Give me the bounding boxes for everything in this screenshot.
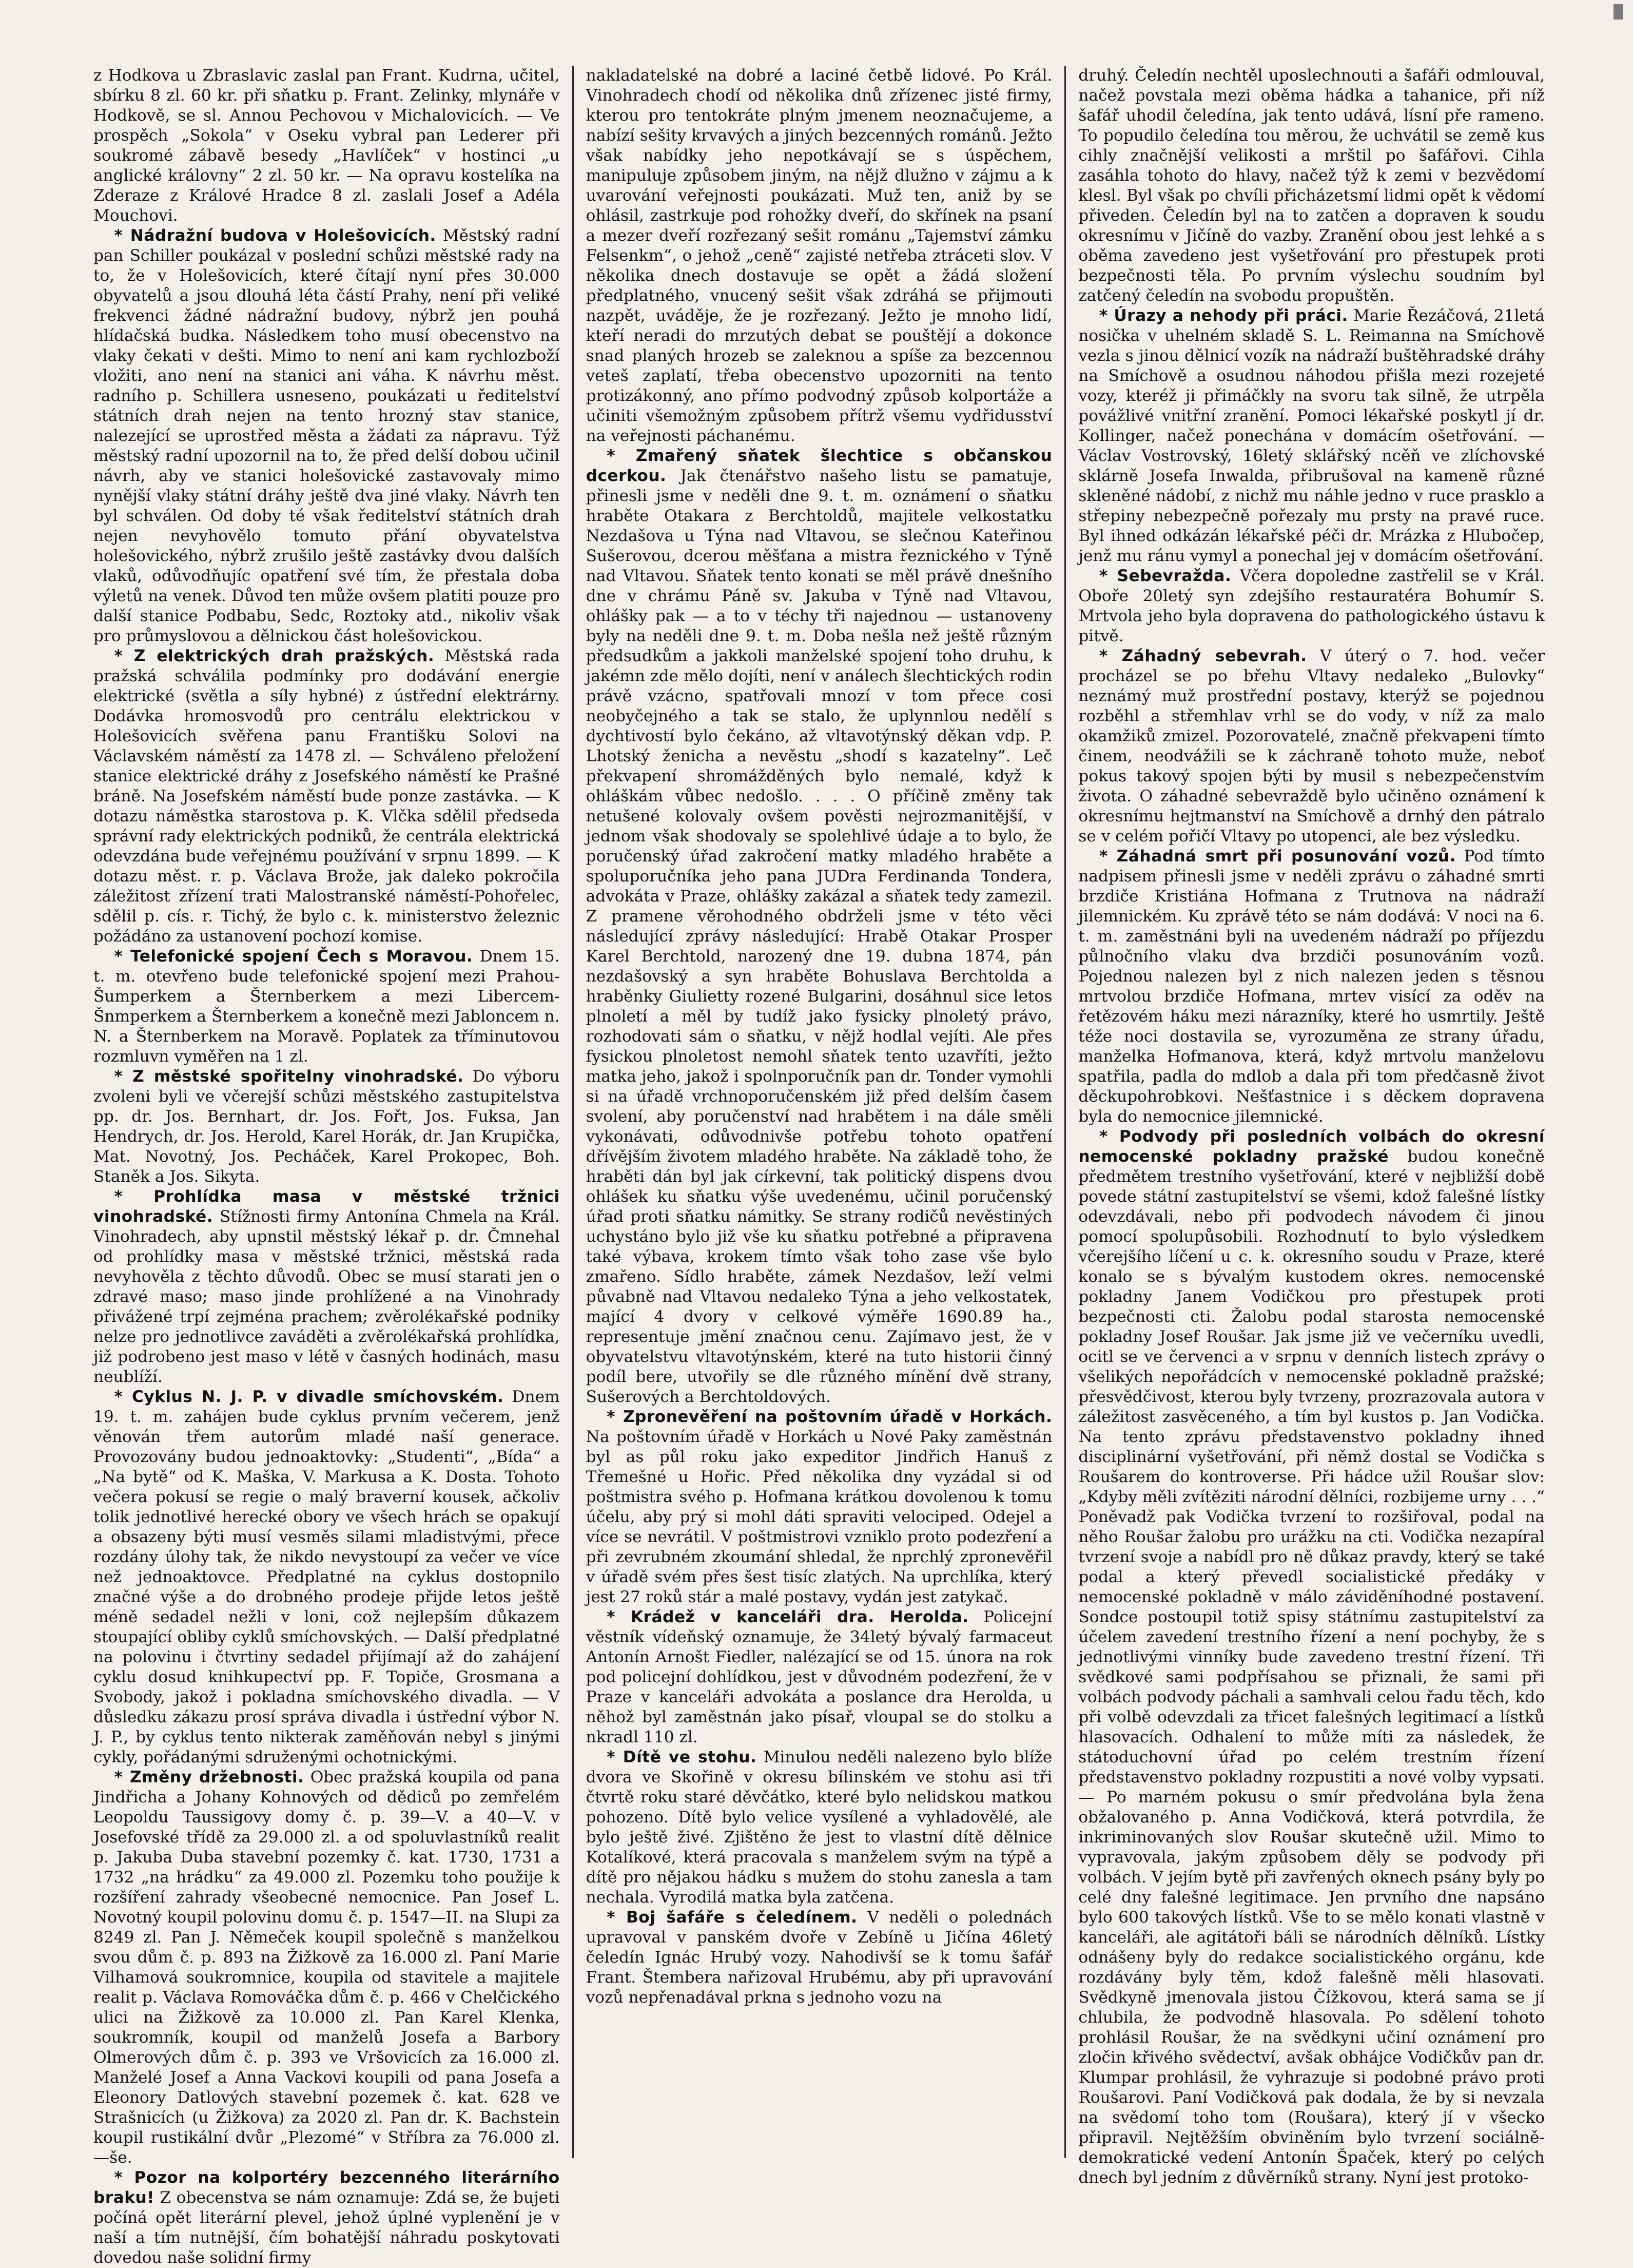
article-text: Stížnosti firmy Antonína Chmela na Král. Vinohradech, aby upnstil městský lékař p. dr. Čmnehal od prohlídky masa v městské tržnici, městská rada nevyhověla z těchto důvodů. Obec se musí starati jen o zdravé maso; maso jinde prohlížené a na Vinohrady přivážené trpí zejména prachem; zvěrolékařské podniky nelze pro jednotlivce zaváděti a zvěrolékařská prohlídka, již podrobeno jest maso v létě v časných hodinách, masu neublíží.	[93, 1207, 560, 1386]
article-paragraph	[1078, 646, 1545, 847]
article-heading: * Cyklus N. J. P. v divadle smíchovském.	[114, 1388, 504, 1406]
article-text: Dnem 19. t. m. zahájen bude cyklus prvním večerem, jenž věnován třem autorům mladé naší generace. Provozovány budou jednoaktovky: „Studenti“, „Bída“ a „Na bytě“ od K. Maška, V. Markusa a K. Dosta. Tohoto večera pokusí se regie o malý braverní kousek, ačkoliv tolik jednotlivé herecké obory ve všech hrách se opakují a obsazeny býti musí vesměs silami mladistvými, přece rozdány úlohy tak, že nikdo nevystoupí za večer ve více než jednoaktovce. Předplatné na cyklus dostopnilo značné výše a do drobného prodeje přijde letos ještě méně sedadel nežli v loni, což nejlepším důkazem stoupající obliby cyklů smíchovských. — Další předplatné na polovinu i čtvrtiny sedadel přijímají až do zahájení cyklu dosud knihkupectví pp. F. Topiče, Grosmana a Svobody, jakož i pokladna smíchovského divadla. — V důsledku zákazu prosí správa divadla i ústřední výbor N. J. P., by cyklus tento nikterak zaměňován nebyl s jinými cykly, pořádanými sdruženými ochotnickými.	[93, 1388, 560, 1766]
article-heading: * Sebevražda.	[1099, 567, 1232, 585]
article-text: V úterý o 7. hod. večer procházel se po břehu Vltavy nedaleko „Bulovky“ neznámý muž prostřední postavy, kterýž se pojednou rozběhl a střemhlav vrhl se do vody, v níž za malo okamžiků zmizel. Pozorovatelé, značně překvapeni tímto činem, neodvážili se k záchraně tohoto muže, neboť pokus takový spojen býti by musil s nebezpečenstvím života. O záhadné sebevraždě bylo učiněno oznámení k okresnímu hejtmanství na Smíchově a drnhý den pátralo se v celém pořičí Vltavy po utopenci, ale bez výsledku.	[1078, 647, 1545, 845]
article-text: Obec pražská koupila od pana Jindřicha a Johany Kohnových od dědiců po zemřelém Leopoldu Taussigovy domy č. p. 39—V. a 40—V. v Josefovské třídě za 29.000 zl. a od spoluvlastníků realit p. Jakuba Duba stavební pozemky č. kat. 1730, 1731 a 1732 „na hrádku“ za 49.000 zl. Pozemku toho použije k rozšíření zahrady všeobecné nemocnice. Pan Josef L. Novotný koupil polovinu domu č. p. 1547—II. na Slupi za 8249 zl. Pan J. Němeček koupil společně s manželkou svou dům č. p. 893 na Žižkově za 16.000 zl. Paní Marie Vilhamová soukromnice, koupila od stavitele a majitele realit p. Václava Romováčka dům č. p. 466 v Chelčického ulici na Žižkově za 10.000 zl. Pan Karel Klenka, soukromník, koupil od manželů Josefa a Barbory Olmerových dům č. p. 393 ve Vršovicích za 16.000 zl. Manželé Josef a Anna Vackovi koupili od pana Josefa a Eleonory Datlových stavební pozemek č. kat. 628 ve Strašnicích (u Žižkova) za 2020 zl. Pan dr. K. Bachstein koupil rustikální dvůr „Plezomé“ v Stříbra za 76.000 zl. —še.	[93, 1768, 560, 2167]
article-heading: * Podvody při posledních volbách do okresní nemocenské pokladny pražské	[1078, 1127, 1545, 1166]
article-text: Marie Řezáčová, 21letá nosička v uhelném skladě S. L. Reimanna na Smíchově vezla s jinou dělnicí vozík na nádraží buštěhradské dráhy na Smíchově a osudnou náhodou přišla mezi rozejeté vozy, kteréž ji přimáčkly na svoru tak silně, že utrpěla povážlivé vnitřní zranění. Pomoci lékařské poskytl jí dr. Kollinger, načež ponechána v domácím ošetřování. — Václav Vostrovský, 16letý sklářský ncěň ve zlíchovské sklárně Josefa Inwalda, přibrušoval na kameně různé skleněné nádobí, z nichž mu náhle jedno v ruce prasklo a střepiny nebezpečně pořezaly mu prsty na pravé ruce. Byl ihned odkázán lékařské péči dr. Mrázka z Hlubočep, jenž mu ránu vymyl a ponechal jej v domácím ošetřování.	[1078, 306, 1545, 565]
article-text: druhý. Čeledín nechtěl uposlechnouti a šafáři odmlouval, načež povstala mezi oběma hádka a tahanice, při níž šafář uhodil čeledína, jak tento udává, lísní pře rameno. To popudilo čeledína tou měrou, že uchvátil se země kus cihly značnější velikosti a mrštil po šafářovi. Cihla zasáhla tohoto do hlavy, načež týž k zemi v bezvědomí klesl. Byl však po chvíli přicházetsmí lidmi opět k vědomí přiveden. Čeledín byl na to zatčen a dopraven k soudu okresnímu v Jičíně do vazby. Zranění obou jest lehké a s oběma zavedeno jest vyšetřování pro přestupek proti bezpečnosti těla. Po prvním výslechu soudním byl zatčený čeledín na svobodu propuštěn.	[1078, 66, 1545, 305]
article-heading: * Prohlídka masa v městské tržnici vinohradské.	[93, 1187, 560, 1226]
article-heading: * Záhadný sebevrah.	[1099, 647, 1307, 665]
article-text: budou konečně předmětem trestního vyšetřování, které v nejbližší době povede státní zastupitelství se všemi, kdož falešné lístky odevzdávali, nebo při podvodech návodem či jinou pomocí spolupůsobili. Rozhodnutí to bylo výsledkem včerejšího líčení u c. k. okresního soudu v Praze, které konalo se s bývalým kustodem okres. nemocenské pokladny Janem Vodičkou pro přestupek proti bezpečnosti cti. Žalobu podal starosta nemocenské pokladny Josef Roušar. Jak jsme již ve večerníku uvedli, ocitl se ve červenci a v srpnu v denních listech zprávy o všelikých nepořádcích v nemocenské pokladně pražské; přesvědčivost, kterou byly tvrzeny, prozrazovala autora v záležitost zasvěceného, a tím byl kustos p. Jan Vodička. Na tento zprávu představenstvo pokladny ihned disciplinární vyšetřování, při němž dostal se Vodička s Roušarem do kontroverse. Při hádce užil Roušar slov: „Kdyby měli zvítěziti národní dělníci, rozbijeme urny . . .“ Poněvadž pak Vodička tvrzení to rozšiřoval, podal na něho Roušar žalobu pro urážku na cti. Vodička nezapíral tvrzení svoje a nabídl pro ně důkaz pravdy, který se také podal a který převedl socialistické předáky v nemocenské pokladně v málo záviděníhodné postavení. Sondce postoupil totiž spisy státnímu zastupitelství za účelem zavedení trestního řízení a není pochyby, že s jednotlivými vinníky bude zavedeno trestní řízení. Tři svědkové sami podpřísahou se přiznali, že sami při volbách podvody páchali a samhvali celou řadu těch, kdo při volbě odevzdali za třicet falešných legitimací a lístků hlasovacích. Odhalení to může míti za následek, že státoduchovní úřad po celém trestním řízení představenstvo pokladny rozpustiti a nové volby vypsati. — Po marném pokusu o smír předvolána byla žena obžalovaného p. Anna Vodičková, která potvrdila, že inkriminovaných slov Roušar skutečně užil. Mimo to vypravovala, jakým způsobem děly se podvody při volbách. V jejím bytě při zavřených oknech psány byly po celé dny falešné legitimace. Jen prvního dne napsáno bylo 600 takových lístků. Vše to se mělo konati vlastně v kanceláři, ale agitátoři báli se národních dělníků. Lístky odnášeny byly do redakce socialistického orgánu, kde rozdávány byly těm, kdož falešně měli hlasovati. Svědkyně jmenovala jistou Čížkovou, která sama se jí chlubila, že podvodně hlasovala. Po sdělení tohoto prohlásil Roušar, že na svědkyni učiní oznámení pro zločin křivého svědectví, avšak obhájce Vodičkův pan dr. Klumpar prohlásil, že vyhrazuje si podobné právo proti Roušarovi. Paní Vodičková pak dodala, že by si nevzala na svědomí toho tom (Roušara), který jí v všecko připravil. Nejtěžším obviněním bylo tvrzení sociálně-demokratické vedení Antonín Špaček, který po celých dnech byl jedním z důvěrníků strany. Nyní jest protoko-	[1078, 1147, 1545, 2187]
article-heading: * Dítě ve stohu.	[607, 1748, 757, 1766]
article-text: Z obecenstva se nám oznamuje: Zdá se, že bujeti počíná opět literární plevel, jehož úplné vyplenění je v naší a tím nutnější, čím bohatější náhradu poskytovati dovedou naše solidní firmy	[93, 2188, 560, 2267]
article-heading: * Telefonické spojení Čech s Moravou.	[114, 947, 473, 966]
article-heading: * Změny držebnosti.	[114, 1768, 304, 1786]
article-paragraph	[93, 1767, 560, 2168]
article-heading: * Boj šafáře s čeledínem.	[607, 1908, 858, 1927]
article-text: Policejní věstník vídeňský oznamuje, že 34letý bývalý farmaceut Antonín Arnošt Fiedler, nalézající se od 15. února na rok pod policejní dohlídkou, jest v důvodném podezření, že v Praze v kanceláři advokáta a poslance dra Herolda, u něhož byl zaměstnán jako písař, vloupal se do stolku a nkradl 110 zl.	[586, 1608, 1053, 1746]
article-paragraph	[1078, 566, 1545, 646]
page-corner-mark	[1613, 4, 1623, 20]
article-paragraph	[586, 1407, 1053, 1607]
article-paragraph	[93, 66, 560, 226]
article-paragraph	[1078, 847, 1545, 1127]
article-text: nakladatelské na dobré a laciné četbě lidové. Po Král. Vinohradech chodí od několika dnů zřízenec jisté firmy, kterou pro tentokráte plným jmenem neoznačujeme, a nabízí sešity krvavých a jiných bezcenných románů. Ježto však nabídky jeho nepotkávají se s úspěchem, manipuluje způsobem jiným, na nějž dlužno v zájmu a k uvarování veřejnosti poukázati. Muž ten, aniž by se ohlásil, zastrkuje pod rohožky dveří, do skřínek na psaní a mezer dveří rozřezaný sešit románu „Tajemství zámku Felsenkm“, o jehož „ceně“ zajisté netřeba ztráceti slov. V několika dnech dostavuje se opět a žádá složení předplatného, vnucený sešit však zdráhá se přijmouti nazpět, uváděje, že je rozřezaný. Ježto je mnoho lidí, kteří neradi do mrzutých debat se pouštějí a dokonce snad planých hrozeb se zaleknou a spíše za bezcennou veteš zaplatí, třeba obecenstvo upozorniti na tento protizákonný, ano přímo podvodný způsob kolportáže a učiniti všemožným způsobem přítrž všemu vydřidusství na veřejnosti páchanému.	[586, 66, 1053, 445]
article-paragraph	[1078, 1127, 1545, 2188]
article-paragraph	[1078, 306, 1545, 566]
article-text: Městský radní pan Schiller poukázal v poslední schůzi městské rady na to, že v Holešovicích, které čítají nyní přes 30.000 obyvatelů a jsou dlouhá léta částí Prahy, není při veliké frekvenci žádné nádražní budovy, nýbrž jen pouhá hlídačská budka. Následkem toho musí obecenstvo na vlaky čekati v dešti. Mimo to není ani kam rychlozboží vložiti, ano není na stanici ani váha. K návrhu měst. radního p. Schillera usneseno, poukázati u ředitelství státních drah nejen na tento hrozný stav stanice, nalezející se uprostřed města a žádati za nápravu. Týž městský radní upozornil na to, že před delší dobou učinil návrh, aby ve stanici holešovické zastavovaly mimo nynější vlaky státní dráhy ještě dva jiné vlaky. Návrh ten byl schválen. Od doby té však ředitelství státních drah nejen nevyhovělo tomuto přání obyvatelstva holešovického, nýbrž zrušilo ještě zastávky dvou dalších vlaků, odůvodňujíc opatření své tím, že přestala doba výletů na venek. Důvod ten může ovšem platiti pouze pro další stanice Podbabu, Sedc, Roztoky atd., nikoliv však pro průmyslovou a dělnickou část holešovickou.	[93, 226, 560, 645]
article-paragraph	[586, 66, 1053, 446]
column-left	[81, 66, 572, 2267]
text-columns	[81, 66, 1557, 2267]
article-paragraph	[93, 646, 560, 947]
article-text: z Hodkova u Zbraslavic zaslal pan Frant. Kudrna, učitel, sbírku 8 zl. 60 kr. při sňatku p. Frant. Zelinky, mlynáře v Hodkově, se sl. Annou Pechovou v Michalovicích. — Ve prospěch „Sokola“ v Oseku vybral pan Lederer při soukromé zábavě besedy „Havlíček“ v hostinci „u anglické královny“ 2 zl. 50 kr. — Na opravu kostelíka na Zderaze z Králové Hradce 8 zl. zaslali Josef a Adéla Mouchovi.	[93, 66, 560, 225]
article-heading: * Nádražní budova v Holešovicích.	[114, 226, 436, 245]
article-paragraph	[93, 1187, 560, 1387]
article-paragraph	[93, 1067, 560, 1187]
article-heading: * Zpronevěření na poštovním úřadě v Horkách.	[607, 1408, 1053, 1426]
article-heading: * Z elektrických drah pražských.	[114, 647, 435, 665]
article-text: Do výboru zvoleni byli ve včerejší schůzi městského zastupitelstva pp. dr. Jos. Bernhart, dr. Jos. Fořt, Jos. Fuksa, Jan Hendrych, dr. Jos. Herold, Karel Horák, dr. Jan Krupička, Mat. Novotný, Jos. Pecháček, Karel Prokopec, Boh. Staněk a Jos. Sikyta.	[93, 1067, 560, 1186]
article-text: Dnem 15. t. m. otevřeno bude telefonické spojení mezi Prahou-Šumperkem a Šternberkem a mezi Libercem-Šnmperkem a Šternberkem a konečně mezi Jabloncem n. N. a Šternberkem na Moravě. Poplatek za tříminutovou rozmluvn vyměřen na 1 zl.	[93, 947, 560, 1066]
article-paragraph	[93, 226, 560, 646]
article-heading: * Zmařený sňatek šlechtice s občanskou dcerkou.	[586, 447, 1053, 485]
article-paragraph	[586, 1747, 1053, 1908]
article-paragraph	[586, 446, 1053, 1407]
article-heading: * Záhadná smrt při posunování vozů.	[1099, 847, 1456, 866]
article-text: Pod tímto nadpisem přinesli jsme v neděli zprávu o záhadné smrti brzdiče Kristiána Hofmana z Trutnova na nádraží jilemnickém. Ku zprávě této se nám dodává: V noci na 6. t. m. zaměstnáni byli na uvedeném nádraží po příjezdu půlnočního vlaku dva brzdiči posunováním vozů. Pojednou nalezen byl z nich nalezen jeden s těsnou mrtvolou brzdiče Hofmana, mrtev visící za oděv na řetězovém háku mezi nárazníky, které ho usmrtily. Ještě téže noci dostavila se, vyrozuměna ze strany úřadu, manželka Hofmanova, která, když mrtvolu manželovu spatřila, padla do mdlob a dala při tom předčasně život děckupohrobkovi. Nešťastnice i s děckem dopravena byla do nemocnice jilemnické.	[1078, 847, 1545, 1126]
article-text: Městská rada pražská schválila podmínky pro dodávání energie elektrické (světla a síly hybné) z ústřední elektrárny. Dodávka hromosvodů pro centrálu elektrickou v Holešovicích svěřena panu Františku Solovi na Václavském náměstí za 1478 zl. — Schváleno přeložení stanice elektrické dráhy z Josefského náměstí ke Prašné bráně. Na Josefském náměstí bude ponze zastávka. — K dotazu náměstka starostova p. K. Vlčka sdělil předseda správní rady elektrických podniků, že centrála elektrická odevzdána bude veřejnému používání v srpnu 1899. — K dotazu měst. r. p. Václava Brože, jak daleko pokročila záležitost zřízení trati Malostranské náměstí-Pohořelec, sdělil p. cís. r. Tichý, že bylo c. k. ministerstvo železnic požádáno za ustanovení pochozí komise.	[93, 647, 560, 946]
article-paragraph	[93, 1387, 560, 1767]
article-heading: * Pozor na kolportéry bezcenného literárního braku!	[93, 2168, 560, 2207]
article-paragraph	[1078, 66, 1545, 306]
article-text: Jak čtenářstvo našeho listu se pamatuje, přinesli jsme v neděli dne 9. t. m. oznámení o sňatku hraběte Otakara z Berchtoldů, majitele velkostatku Nezdašova u Týna nad Vltavou, se slečnou Kateřinou Sušerovou, dcerou měšťana a mistra řeznického v Týně nad Vltavou. Sňatek tento konati se měl právě dnešního dne v chrámu Páně sv. Jakuba v Týně nad Vltavou, ohlášky pak — a to v téchy tři najednou — ustanoveny byly na neděli dne 9. t. m. Doba nešla než ještě různým předsudkům a jakkoli manželské spojení toho druhu, k jakémn zde mělo dojíti, není v análech šlechtických rodin právě vzácno, spatřovali mnozí v tom přece cosi neobyčejného a tak se stalo, že uplynnlou nedělí s dychtivostí bylo čekáno, až vltavotýnský děkan vdp. P. Lhotský ženicha a nevěstu „shodí s kazatelny“. Leč překvapení shromážděných bylo nemalé, když k ohláškám vůbec nedošlo. . . . O příčině změny tak netušené kolovaly ovšem pověsti nejrozmanitější, v jednom však shodovaly se spolehlivé údaje a to bylo, že poručenský úřad zakročení matky mladého hraběte a spoluporučníka jeho pana JUDra Ferdinanda Tondera, advokáta v Praze, ohlášky zakázal a sňatek tedy zamezil. Z pramene věrohodného obdrželi jsme v této věci následující zprávy následující: Hrabě Otakar Prosper Karel Berchtold, narozený dne 19. dubna 1874, pán nezdašovský a syn hraběte Bohuslava Berchtolda a hraběnky Giulietty rozené Bulgarini, dosáhnul sice letos plnoletí a měl by tudíž jako fysicky plnoletý právo, rozhodovati sám o sňatku, v nějž hodlal vejíti. Ale přes fysickou plnoletost nemohl sňatek tento uzavříti, ježto matka jeho, jakož i spolnporučník pan dr. Tonder vymohli si na úřadě vrchnoporučenském již před delším časem svolení, aby poručenství nad hrabětem i na dále směli vykonávati, odůvodnivše potřebu tohoto opatření dřívějším životem mladého hraběte. Na základě toho, že hraběti dán byl jak církevní, tak politický dispens dvou ohlášek ku sňatku výše uvedenému, učinil poručenský úřad proti sňatku námitky. Se strany rodičů nevěstiných uchystáno bylo již vše ku sňatku potřebné a připravena také výbava, krokem tímto však toho zase vše bylo zmařeno. Sídlo hraběte, zámek Nezdašov, leží velmi půvabně nad Vltavou nedaleko Týna a jeho velkostatek, mající 4 dvory v celkové výměře 1690.89 ha., representuje jmění značnou cenu. Zajímavo jest, že v obyvatelstvu vltavotýnském, které na tuto historii činný podíl bere, utvořily se dle různého mínění dvě strany, Sušerových a Berchtoldových.	[586, 467, 1053, 1406]
article-text: Minulou neděli nalezeno bylo blíže dvora ve Skořině v okresu bílinském ve stohu asi tři čtvrtě roku staré děvčátko, které bylo nelidskou matkou pohozeno. Dítě bylo velice vysílené a vyhladovělé, ale bylo ještě živé. Zjištěno že jest to vlastní dítě dělnice Kotalíkové, která pracovala s manželem svým na týpě a dítě pro nějakou hádku s mužem do stohu zanesla a tam nechala. Vyrodilá matka byla zatčena.	[586, 1748, 1053, 1907]
article-text: Včera dopoledne zastřelil se v Král. Oboře 20letý syn zdejšího restauratéra Bohumír S. Mrtvola jeho byla dopravena do pathologického ústavu k pitvě.	[1078, 567, 1545, 645]
article-text: V neděli o polednách upravoval v panském dvoře v Zebíně u Jičína 46letý čeledín Ignác Hrubý vozy. Nahodivší se k tomu šafář Frant. Štembera nařizoval Hrubému, aby při upravování vozů nepřenadával prkna s jednoho vozu na	[586, 1908, 1053, 2007]
article-paragraph	[93, 947, 560, 1067]
column-middle	[572, 66, 1065, 2158]
article-paragraph	[93, 2168, 560, 2268]
article-paragraph	[586, 1908, 1053, 2008]
article-heading: * Úrazy a nehody při práci.	[1099, 306, 1348, 325]
column-right	[1064, 66, 1557, 2187]
article-heading: * Krádež v kanceláři dra. Herolda.	[607, 1608, 969, 1626]
article-heading: * Z městské spořitelny vinohradské.	[114, 1067, 464, 1086]
article-text: Na poštovním úřadě v Horkách u Nové Paky zaměstnán byl as půl roku jako expeditor Jindřich Hanuš z Třemešné u Hořic. Před několika dny vyzádal si od poštmistra svého p. Hofmana krátkou dovolenou k tomu účelu, aby prý si mohl dáti spraviti velociped. Odejel a více se nevrátil. V poštmistrovi vzniklo proto podezření a při zevrubném zkoumání shledal, že nprchlý zpronevěřil v úřadě svém přes šest tisíc zlatých. Na uprchlíka, který jest 27 roků stár a malé postavy, vydán jest zatykač.	[586, 1428, 1053, 1606]
article-paragraph	[586, 1607, 1053, 1747]
